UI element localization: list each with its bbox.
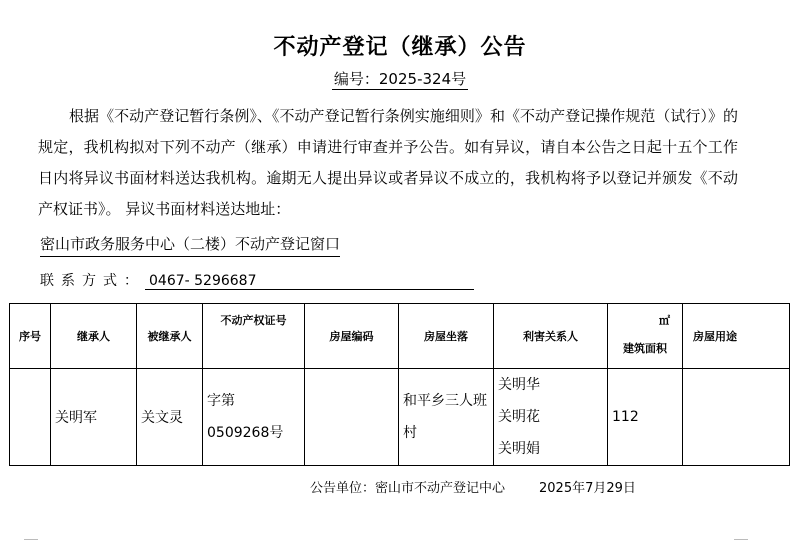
objection-address: 密山市政务服务中心（二楼）不动产登记窗口	[40, 233, 340, 257]
interested-party: 关明华	[498, 377, 540, 393]
footer	[310, 477, 636, 496]
notice-title: 不动产登记（继承）公告	[273, 35, 527, 60]
publish-date: 2025年7月29日	[539, 481, 636, 496]
cell-interested-parties	[494, 369, 608, 466]
header-location: 房屋坐落	[399, 304, 494, 369]
header-heir: 继承人	[51, 304, 137, 369]
interested-party: 关明花	[498, 409, 540, 425]
header-house-no: 房屋编码	[305, 304, 399, 369]
publisher: 公告单位：密山市不动产登记中心	[310, 481, 506, 496]
notice-body: 根据《不动产登记暂行条例》、《不动产登记暂行条例实施细则》和《不动产登记操作规范（试行）》的规定，我机构拟对下列不动产（继承）申请进行审查并予公告。如有异议，请自本公告之日起十五个工作日内将异议书面材料送达我机构。逾期无人提出异议或者异议不成立的，我机构将予以登记并颁发《不动产权证书》。 异议书面材料送达地址：	[38, 107, 738, 218]
table-header-row	[10, 304, 790, 369]
cell-cert-no: 字第 0509268号	[203, 369, 305, 466]
cell-seq	[10, 369, 51, 466]
header-usage: 房屋用途	[683, 304, 790, 369]
header-interested-parties: 利害关系人	[494, 304, 608, 369]
cell-usage	[683, 369, 790, 466]
header-decedent: 被继承人	[137, 304, 203, 369]
document-number	[0, 68, 800, 89]
document-number-text: 编号：2025-324号	[333, 70, 467, 88]
cell-decedent: 关文灵	[137, 369, 203, 466]
header-area	[608, 304, 683, 369]
header-cert-no	[203, 304, 305, 369]
registration-table	[9, 303, 790, 466]
cell-area: 112	[608, 369, 683, 466]
contact-line	[40, 270, 474, 290]
table-row	[10, 369, 790, 466]
cell-location: 和平乡三人班村	[399, 369, 494, 466]
contact-label: 联系方式：	[40, 273, 145, 289]
cell-heir: 关明军	[51, 369, 137, 466]
header-seq: 序号	[10, 304, 51, 369]
contact-phone: 0467- 5296687	[145, 273, 474, 290]
header-area-label: 建筑面积	[623, 342, 667, 355]
header-cert-no-label: 不动产权证号	[220, 314, 287, 327]
cell-house-no	[305, 369, 399, 466]
header-area-unit: ㎡	[659, 314, 670, 327]
interested-party: 关明娟	[498, 441, 540, 457]
